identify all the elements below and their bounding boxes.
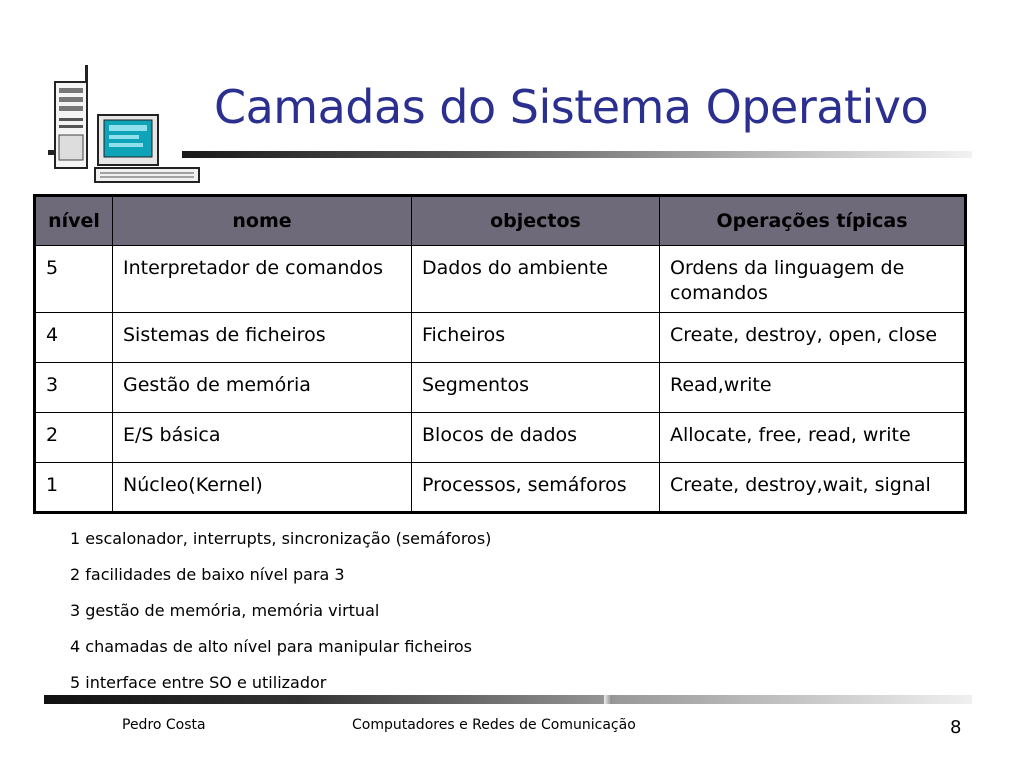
cell-objectos: Ficheiros	[412, 313, 660, 363]
cell-operacoes: Create, destroy,wait, signal	[660, 463, 966, 513]
table-row	[35, 363, 966, 413]
footer-course: Computadores e Redes de Comunicação	[352, 717, 636, 733]
table-row	[35, 246, 966, 313]
cell-nivel: 1	[35, 463, 113, 513]
cell-operacoes: Allocate, free, read, write	[660, 413, 966, 463]
table-row	[35, 413, 966, 463]
footer-divider-break	[604, 695, 612, 704]
page-number: 8	[950, 717, 962, 738]
header-nome: nome	[113, 196, 412, 246]
list-item: 4 chamadas de alto nível para manipular ficheiros	[70, 637, 472, 656]
layer-notes-list	[70, 527, 491, 707]
table-row	[35, 463, 966, 513]
cell-objectos: Dados do ambiente	[412, 246, 660, 313]
footer-divider	[44, 695, 972, 704]
cell-objectos: Processos, semáforos	[412, 463, 660, 513]
list-item: 2 facilidades de baixo nível para 3	[70, 565, 345, 584]
cell-nome: E/S básica	[113, 413, 412, 463]
cell-nivel: 5	[35, 246, 113, 313]
cell-objectos: Segmentos	[412, 363, 660, 413]
title-divider	[182, 151, 972, 158]
cell-nome: Gestão de memória	[113, 363, 412, 413]
table-row	[35, 313, 966, 363]
cell-operacoes: Read,write	[660, 363, 966, 413]
header-operacoes: Operações típicas	[660, 196, 966, 246]
list-item: 3 gestão de memória, memória virtual	[70, 601, 380, 620]
cell-nome: Núcleo(Kernel)	[113, 463, 412, 513]
footer-author: Pedro Costa	[122, 717, 206, 733]
cell-objectos: Blocos de dados	[412, 413, 660, 463]
cell-nome: Interpretador de comandos	[113, 246, 412, 313]
cell-nivel: 2	[35, 413, 113, 463]
cell-nivel: 3	[35, 363, 113, 413]
computer-clipart-icon	[40, 60, 210, 190]
table-header-row	[35, 196, 966, 246]
header-nivel: nível	[35, 196, 113, 246]
list-item: 1 escalonador, interrupts, sincronização (semáforos)	[70, 529, 492, 548]
cell-nivel: 4	[35, 313, 113, 363]
cell-nome: Sistemas de ficheiros	[113, 313, 412, 363]
slide-title: Camadas do Sistema Operativo	[214, 80, 929, 134]
header-objectos: objectos	[412, 196, 660, 246]
cell-operacoes: Ordens da linguagem de comandos	[660, 246, 966, 313]
list-item: 5 interface entre SO e utilizador	[70, 673, 327, 692]
cell-operacoes: Create, destroy, open, close	[660, 313, 966, 363]
os-layers-table	[33, 194, 967, 514]
